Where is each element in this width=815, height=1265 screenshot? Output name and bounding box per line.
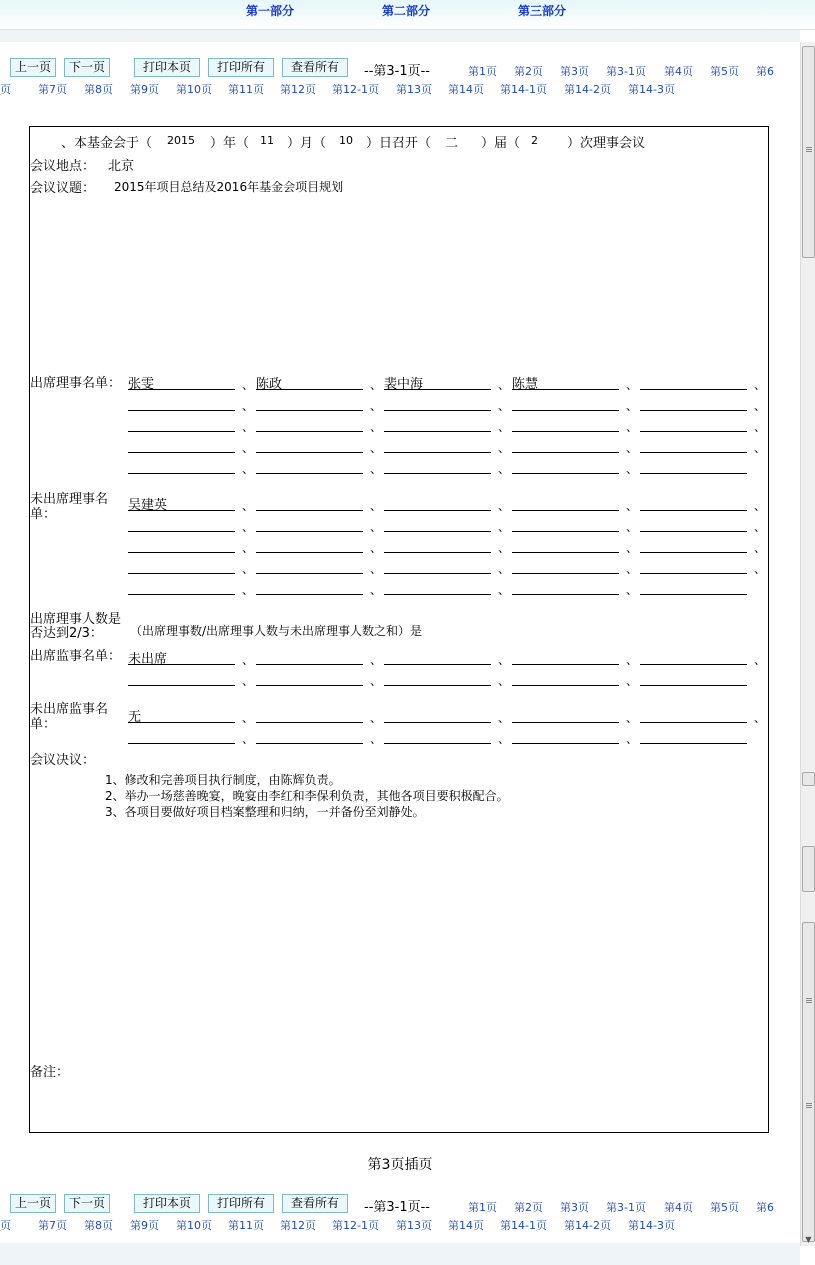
page-link[interactable]: 第2页 xyxy=(514,1201,543,1214)
name-blank-line xyxy=(512,410,619,411)
name-blank-line xyxy=(128,685,235,686)
page-link[interactable]: 第12页 xyxy=(280,83,316,96)
page-link-wrap[interactable]: 页 xyxy=(0,1219,11,1232)
content-frame xyxy=(0,30,815,1265)
name-separator: 、 xyxy=(754,499,767,513)
year-suffix: ）年（ xyxy=(210,136,250,151)
name-separator: 、 xyxy=(242,441,255,455)
meeting-count: 2 xyxy=(531,134,538,147)
member-name: 陈政 xyxy=(256,377,283,392)
name-blank-line xyxy=(384,685,491,686)
page-link[interactable]: 第10页 xyxy=(176,83,212,96)
name-separator: 、 xyxy=(370,653,383,667)
resolution-item: 3、各项目要做好项目档案整理和归纳，一并备份至刘静处。 xyxy=(105,805,425,819)
name-separator: 、 xyxy=(242,520,255,534)
page-link[interactable]: 第7页 xyxy=(38,1219,67,1232)
view-all-button[interactable]: 查看所有 xyxy=(282,1194,348,1213)
name-blank-line xyxy=(512,531,619,532)
meeting-year: 2015 xyxy=(167,134,195,147)
name-separator: 、 xyxy=(242,399,255,413)
name-separator: 、 xyxy=(754,520,767,534)
page-link[interactable]: 第3页 xyxy=(560,1201,589,1214)
tab-part-1[interactable]: 第一部分 xyxy=(246,4,295,18)
name-separator: 、 xyxy=(754,420,767,434)
prev-page-button[interactable]: 上一页 xyxy=(10,58,56,77)
page-link[interactable]: 第13页 xyxy=(396,1219,432,1232)
page-link[interactable]: 第14-3页 xyxy=(628,83,675,96)
name-separator: 、 xyxy=(498,541,511,555)
name-separator: 、 xyxy=(498,462,511,476)
name-separator: 、 xyxy=(498,583,511,597)
member-name: 陈慧 xyxy=(512,377,539,392)
topic-label: 会议议题： xyxy=(30,181,96,196)
name-blank-line xyxy=(512,743,619,744)
name-separator: 、 xyxy=(498,674,511,688)
name-separator: 、 xyxy=(498,399,511,413)
month-suffix: ）月（ xyxy=(287,136,327,151)
name-blank-line xyxy=(512,573,619,574)
prev-page-button[interactable]: 上一页 xyxy=(10,1194,56,1213)
scroll-thumb-secondary[interactable] xyxy=(802,772,815,786)
meeting-day: 10 xyxy=(339,134,353,147)
name-blank-line xyxy=(640,510,747,511)
name-separator: 、 xyxy=(370,711,383,725)
name-separator: 、 xyxy=(242,711,255,725)
name-blank-line xyxy=(512,431,619,432)
quorum-label: 出席理事人数是否达到2/3： xyxy=(30,612,122,641)
name-separator: 、 xyxy=(370,378,383,392)
name-separator: 、 xyxy=(626,674,639,688)
name-separator: 、 xyxy=(754,711,767,725)
name-blank-line xyxy=(256,473,363,474)
name-blank-line xyxy=(512,722,619,723)
name-blank-line xyxy=(128,473,235,474)
name-separator: 、 xyxy=(498,420,511,434)
page-link[interactable]: 第13页 xyxy=(396,83,432,96)
page-link[interactable]: 第12-1页 xyxy=(332,83,379,96)
name-blank-line xyxy=(128,722,235,723)
page-link[interactable]: 第14-1页 xyxy=(500,1219,547,1232)
meeting-month: 11 xyxy=(260,134,274,147)
member-name: 未出席 xyxy=(128,652,168,667)
name-separator: 、 xyxy=(242,732,255,746)
name-separator: 、 xyxy=(626,499,639,513)
name-blank-line xyxy=(128,452,235,453)
name-blank-line xyxy=(640,664,747,665)
name-separator: 、 xyxy=(626,711,639,725)
page-link[interactable]: 第2页 xyxy=(514,65,543,78)
day-suffix: ）日召开（ xyxy=(366,136,432,151)
page-link[interactable]: 第14-2页 xyxy=(564,83,611,96)
name-separator: 、 xyxy=(626,562,639,576)
name-separator: 、 xyxy=(754,399,767,413)
name-blank-line xyxy=(128,531,235,532)
name-separator: 、 xyxy=(754,378,767,392)
name-separator: 、 xyxy=(370,732,383,746)
page-link[interactable]: 第5页 xyxy=(710,65,739,78)
name-blank-line xyxy=(384,722,491,723)
name-separator: 、 xyxy=(242,378,255,392)
name-blank-line xyxy=(640,594,747,595)
tab-part-2[interactable]: 第二部分 xyxy=(382,4,431,18)
tab-part-3[interactable]: 第三部分 xyxy=(518,4,567,18)
page-link[interactable]: 第14页 xyxy=(448,83,484,96)
name-separator: 、 xyxy=(498,441,511,455)
name-blank-line xyxy=(640,431,747,432)
name-blank-line xyxy=(384,410,491,411)
resolution-item: 2、举办一场慈善晚宴，晚宴由李红和李保利负责，其他各项目要积极配合。 xyxy=(105,789,509,803)
name-blank-line xyxy=(640,410,747,411)
attend-directors-label: 出席理事名单： xyxy=(30,376,122,391)
name-blank-line xyxy=(256,452,363,453)
name-separator: 、 xyxy=(370,541,383,555)
page-link[interactable]: 第9页 xyxy=(130,83,159,96)
plugin-page-title: 第3页插页 xyxy=(367,1157,433,1173)
session-suffix: ）届（ xyxy=(481,136,521,151)
quorum-text: （出席理事数/出席理事人数与未出席理事人数之和）是 xyxy=(130,624,423,638)
frame-bottom-strip xyxy=(0,1243,800,1265)
name-blank-line xyxy=(640,743,747,744)
top-section-tabs xyxy=(0,0,815,30)
print-page-button[interactable]: 打印本页 xyxy=(134,1194,200,1213)
current-page-indicator: --第3-1页-- xyxy=(364,64,430,79)
name-separator: 、 xyxy=(370,583,383,597)
page-link[interactable]: 第1页 xyxy=(468,1201,497,1214)
name-blank-line xyxy=(640,573,747,574)
name-blank-line xyxy=(384,452,491,453)
name-separator: 、 xyxy=(370,674,383,688)
name-separator: 、 xyxy=(242,583,255,597)
name-separator: 、 xyxy=(626,583,639,597)
name-blank-line xyxy=(512,594,619,595)
page-link[interactable]: 第8页 xyxy=(84,1219,113,1232)
name-separator: 、 xyxy=(498,653,511,667)
name-blank-line xyxy=(384,473,491,474)
print-all-button[interactable]: 打印所有 xyxy=(208,1194,274,1213)
location-value: 北京 xyxy=(108,159,135,174)
name-separator: 、 xyxy=(626,378,639,392)
supervisors-attend-label: 出席监事名单： xyxy=(30,649,122,664)
page-link[interactable]: 第7页 xyxy=(38,83,67,96)
name-separator: 、 xyxy=(242,462,255,476)
name-blank-line xyxy=(256,431,363,432)
name-separator: 、 xyxy=(626,653,639,667)
name-blank-line xyxy=(512,685,619,686)
print-all-button[interactable]: 打印所有 xyxy=(208,58,274,77)
page-link[interactable]: 第5页 xyxy=(710,1201,739,1214)
name-blank-line xyxy=(512,473,619,474)
view-all-button[interactable]: 查看所有 xyxy=(282,58,348,77)
name-separator: 、 xyxy=(626,420,639,434)
resolution-label: 会议决议： xyxy=(30,753,96,768)
name-separator: 、 xyxy=(370,420,383,434)
name-separator: 、 xyxy=(754,653,767,667)
name-separator: 、 xyxy=(626,441,639,455)
meeting-session: 二 xyxy=(445,136,459,151)
name-separator: 、 xyxy=(370,499,383,513)
page-link[interactable]: 第4页 xyxy=(664,1201,693,1214)
meeting-record-form xyxy=(29,126,769,1133)
member-name: 吴建英 xyxy=(128,498,168,513)
page-link[interactable]: 第9页 xyxy=(130,1219,159,1232)
name-separator: 、 xyxy=(370,520,383,534)
name-blank-line xyxy=(256,510,363,511)
name-separator: 、 xyxy=(242,653,255,667)
name-separator: 、 xyxy=(626,399,639,413)
name-blank-line xyxy=(256,685,363,686)
count-suffix: ）次理事会议 xyxy=(567,136,646,151)
member-name: 无 xyxy=(128,710,142,725)
page-link[interactable]: 第4页 xyxy=(664,65,693,78)
name-separator: 、 xyxy=(370,399,383,413)
name-separator: 、 xyxy=(498,499,511,513)
name-blank-line xyxy=(384,664,491,665)
supervisors-absent-label: 未出席监事名单： xyxy=(30,702,109,732)
name-separator: 、 xyxy=(626,541,639,555)
member-name: 张雯 xyxy=(128,377,155,392)
scroll-thumb[interactable] xyxy=(802,46,815,258)
name-blank-line xyxy=(384,573,491,574)
topic-value: 2015年项目总结及2016年基金会项目规划 xyxy=(114,180,344,194)
name-blank-line xyxy=(256,410,363,411)
name-blank-line xyxy=(384,431,491,432)
name-blank-line xyxy=(512,664,619,665)
name-separator: 、 xyxy=(754,541,767,555)
scroll-thumb-secondary[interactable] xyxy=(802,846,815,892)
page-link[interactable]: 第3-1页 xyxy=(606,1201,646,1214)
name-blank-line xyxy=(384,743,491,744)
name-separator: 、 xyxy=(242,674,255,688)
name-separator: 、 xyxy=(370,462,383,476)
name-blank-line xyxy=(640,452,747,453)
name-separator: 、 xyxy=(754,441,767,455)
name-blank-line xyxy=(128,594,235,595)
name-blank-line xyxy=(640,722,747,723)
name-separator: 、 xyxy=(242,499,255,513)
name-blank-line xyxy=(256,552,363,553)
name-blank-line xyxy=(256,573,363,574)
remark-label: 备注： xyxy=(30,1065,70,1080)
name-blank-line xyxy=(256,743,363,744)
name-blank-line xyxy=(384,594,491,595)
header-prefix: 、本基金会于（ xyxy=(61,136,153,151)
vertical-scrollbar[interactable] xyxy=(800,42,815,1246)
name-separator: 、 xyxy=(370,562,383,576)
name-blank-line xyxy=(640,685,747,686)
scroll-down-arrow-icon[interactable]: ▼ xyxy=(805,1235,812,1244)
current-page-indicator: --第3-1页-- xyxy=(364,1200,430,1215)
page-link[interactable]: 第14-1页 xyxy=(500,83,547,96)
page-link[interactable]: 第3页 xyxy=(560,65,589,78)
page-link[interactable]: 第12页 xyxy=(280,1219,316,1232)
page-link[interactable]: 第14-2页 xyxy=(564,1219,611,1232)
name-blank-line xyxy=(384,531,491,532)
name-separator: 、 xyxy=(498,711,511,725)
name-blank-line xyxy=(640,552,747,553)
name-blank-line xyxy=(640,389,747,390)
name-blank-line xyxy=(640,531,747,532)
page-link[interactable]: 第11页 xyxy=(228,1219,264,1232)
name-separator: 、 xyxy=(498,562,511,576)
page-link[interactable]: 第3-1页 xyxy=(606,65,646,78)
name-blank-line xyxy=(256,722,363,723)
name-separator: 、 xyxy=(498,520,511,534)
name-separator: 、 xyxy=(498,378,511,392)
page-link[interactable]: 第14-3页 xyxy=(628,1219,675,1232)
page-link[interactable]: 第12-1页 xyxy=(332,1219,379,1232)
absent-directors-label: 未出席理事名单： xyxy=(30,492,109,522)
page-link[interactable]: 第6 xyxy=(756,1201,774,1214)
location-label: 会议地点： xyxy=(30,159,96,174)
name-separator: 、 xyxy=(498,732,511,746)
name-separator: 、 xyxy=(242,541,255,555)
name-blank-line xyxy=(128,431,235,432)
name-blank-line xyxy=(512,552,619,553)
name-separator: 、 xyxy=(242,562,255,576)
name-blank-line xyxy=(128,552,235,553)
page-link[interactable]: 第8页 xyxy=(84,83,113,96)
print-page-button[interactable]: 打印本页 xyxy=(134,58,200,77)
name-blank-line xyxy=(128,573,235,574)
name-separator: 、 xyxy=(626,732,639,746)
name-blank-line xyxy=(384,510,491,511)
page-link[interactable]: 第10页 xyxy=(176,1219,212,1232)
page-link[interactable]: 第1页 xyxy=(468,65,497,78)
name-blank-line xyxy=(256,664,363,665)
name-separator: 、 xyxy=(370,441,383,455)
name-blank-line xyxy=(384,552,491,553)
name-blank-line xyxy=(256,594,363,595)
name-blank-line xyxy=(256,531,363,532)
frame-top-strip xyxy=(0,30,800,42)
name-separator: 、 xyxy=(754,562,767,576)
name-blank-line xyxy=(640,473,747,474)
next-page-button[interactable]: 下一页 xyxy=(64,58,110,77)
name-blank-line xyxy=(512,452,619,453)
name-blank-line xyxy=(512,510,619,511)
name-separator: 、 xyxy=(626,520,639,534)
name-separator: 、 xyxy=(242,420,255,434)
name-blank-line xyxy=(128,743,235,744)
page-link[interactable]: 第14页 xyxy=(448,1219,484,1232)
page-link[interactable]: 第11页 xyxy=(228,83,264,96)
resolution-item: 1、修改和完善项目执行制度，由陈辉负责。 xyxy=(105,773,341,787)
member-name: 裴中海 xyxy=(384,377,424,392)
name-blank-line xyxy=(128,410,235,411)
next-page-button[interactable]: 下一页 xyxy=(64,1194,110,1213)
page-link[interactable]: 第6 xyxy=(756,65,774,78)
page-link-wrap[interactable]: 页 xyxy=(0,83,11,96)
name-separator: 、 xyxy=(626,462,639,476)
scroll-thumb-secondary[interactable] xyxy=(802,922,815,1242)
